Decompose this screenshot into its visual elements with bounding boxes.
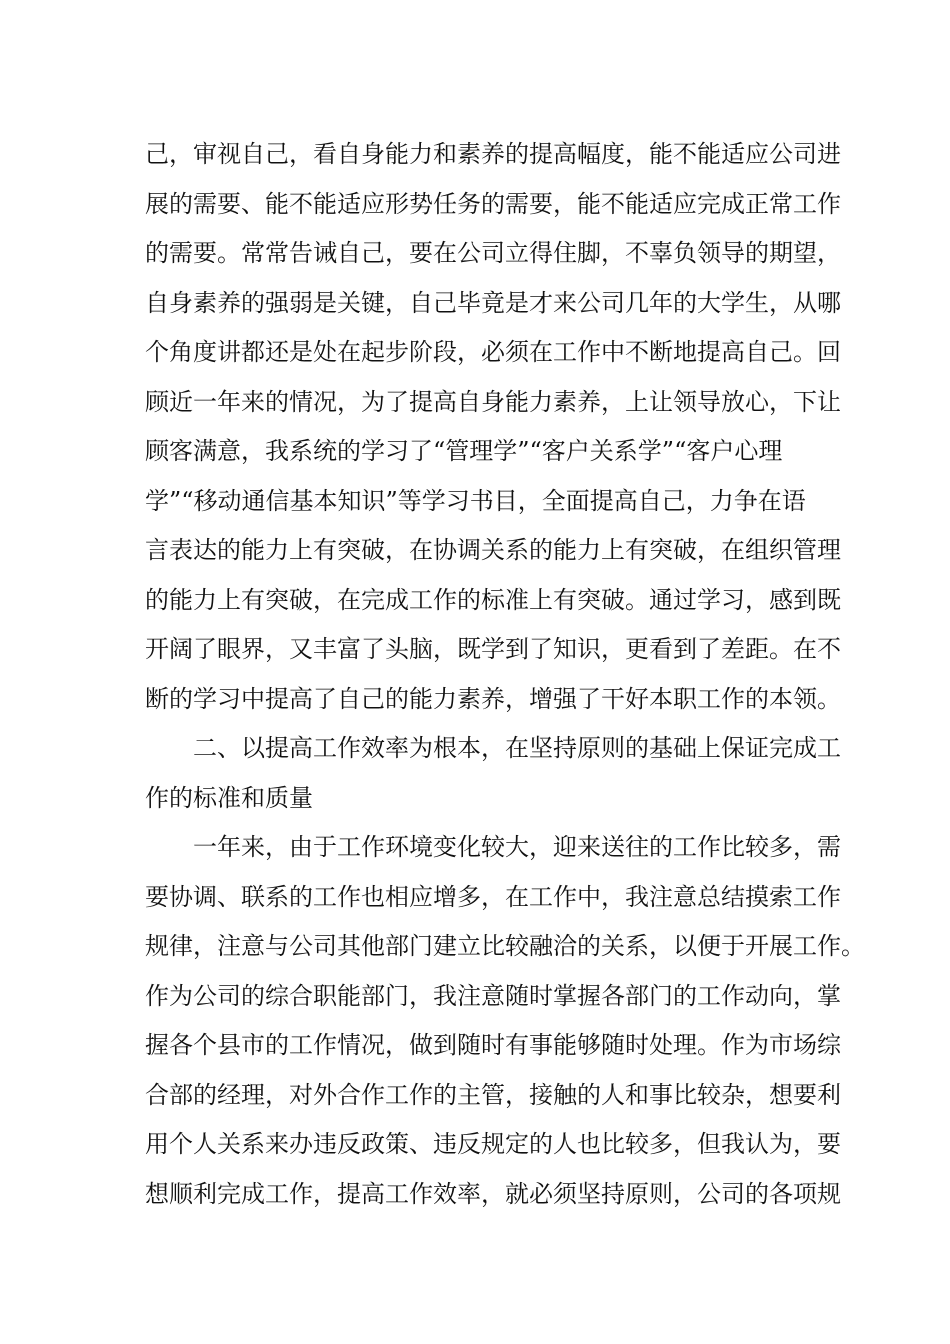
section-heading-line: 作的标准和质量 — [145, 783, 313, 812]
text-line: 想顺利完成工作，提高工作效率，就必须坚持原则，公司的各项规 — [145, 1179, 841, 1208]
text-line: 言表达的能力上有突破，在协调关系的能力上有突破，在组织管理 — [145, 536, 841, 564]
text-line: 顾客满意，我系统的学习了“管理学”“客户关系学”“客户心理 — [145, 437, 783, 465]
text-line: 展的需要、能不能适应形势任务的需要，能不能适应完成正常工作 — [145, 189, 841, 218]
text-line: 合部的经理，对外合作工作的主管，接触的人和事比较杂，想要利 — [145, 1080, 841, 1109]
document-body — [145, 130, 865, 1219]
text-line: 学”“移动通信基本知识”等学习书目，全面提高自己，力争在语 — [145, 486, 806, 515]
text-line: 一年来，由于工作环境变化较大，迎来送往的工作比较多，需 — [193, 833, 841, 861]
text-line: 握各个县市的工作情况，做到随时有事能够随时处理。作为市场综 — [145, 1031, 841, 1059]
text-line: 规律，注意与公司其他部门建立比较融洽的关系，以便于开展工作。 — [145, 932, 865, 960]
text-line: 的需要。常常告诫自己，要在公司立得住脚，不辜负领导的期望， — [145, 239, 841, 267]
text-line: 用个人关系来办违反政策、违反规定的人也比较多，但我认为，要 — [145, 1130, 841, 1158]
text-line: 己，审视自己，看自身能力和素养的提高幅度，能不能适应公司进 — [145, 140, 841, 168]
text-line: 个角度讲都还是处在起步阶段，必须在工作中不断地提高自己。回 — [145, 338, 841, 366]
text-line: 作为公司的综合职能部门，我注意随时掌握各部门的工作动向，掌 — [145, 981, 841, 1010]
text-line: 顾近一年来的情况，为了提高自身能力素养，上让领导放心，下让 — [145, 387, 841, 416]
text-line: 自身素养的强弱是关键，自己毕竟是才来公司几年的大学生，从哪 — [145, 288, 841, 317]
section-heading-line: 二、以提高工作效率为根本，在坚持原则的基础上保证完成工 — [193, 734, 841, 762]
text-line: 要协调、联系的工作也相应增多，在工作中，我注意总结摸索工作 — [145, 882, 841, 911]
text-line: 开阔了眼界，又丰富了头脑，既学到了知识，更看到了差距。在不 — [145, 635, 841, 663]
text-line: 断的学习中提高了自己的能力素养，增强了干好本职工作的本领。 — [145, 684, 841, 713]
text-line: 的能力上有突破，在完成工作的标准上有突破。通过学习，感到既 — [145, 585, 841, 614]
